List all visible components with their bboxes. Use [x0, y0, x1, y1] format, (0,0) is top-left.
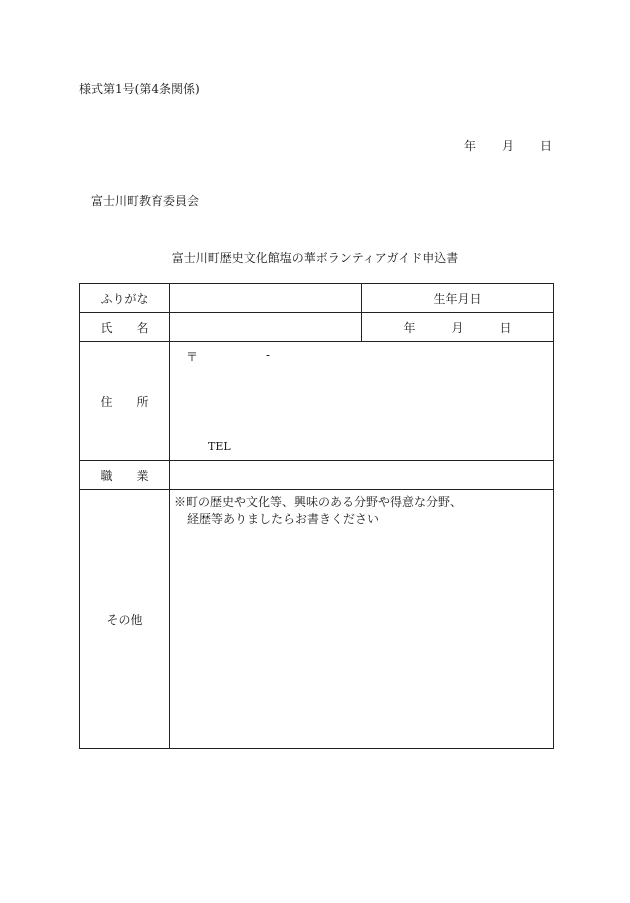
document-title: 富士川町歴史文化館塩の華ボランティアガイド申込書	[171, 251, 459, 265]
address-label-part1: 住	[100, 394, 113, 409]
occupation-label-part1: 職	[100, 468, 113, 483]
other-label: その他	[80, 490, 170, 749]
name-label-part2: 名	[136, 320, 149, 335]
birthdate-month-label: 月	[451, 320, 464, 335]
occupation-row	[80, 461, 554, 490]
name-label	[80, 313, 170, 342]
postal-mark: 〒	[186, 350, 199, 364]
address-label-part2: 所	[136, 394, 149, 409]
submission-date	[464, 137, 552, 154]
other-input[interactable]	[170, 490, 554, 749]
other-hint-line2: 経歴等ありましたらお書きください	[187, 512, 380, 526]
furigana-row	[80, 284, 554, 313]
occupation-label	[80, 461, 170, 490]
name-label-part1: 氏	[100, 320, 113, 335]
form-number: 様式第1号(第4条関係)	[79, 82, 200, 96]
other-row	[80, 490, 554, 749]
furigana-input[interactable]	[170, 284, 362, 313]
occupation-input[interactable]	[170, 461, 554, 490]
postal-dash: -	[266, 348, 271, 362]
date-month-label: 月	[502, 139, 515, 153]
name-input[interactable]	[170, 313, 362, 342]
address-input[interactable]	[170, 342, 554, 461]
birthdate-input[interactable]	[362, 313, 554, 342]
date-year-label: 年	[464, 139, 477, 153]
addressee: 富士川町教育委員会	[91, 194, 200, 208]
other-hint-line1: ※町の歴史や文化等、興味のある分野や得意な分野、	[174, 495, 463, 509]
occupation-label-part2: 業	[136, 468, 149, 483]
birthdate-year-label: 年	[403, 320, 416, 335]
birthdate-day-label: 日	[499, 320, 512, 335]
address-row	[80, 342, 554, 461]
date-day-label: 日	[540, 139, 553, 153]
application-form-table	[79, 283, 554, 749]
name-row	[80, 313, 554, 342]
furigana-label: ふりがな	[80, 284, 170, 313]
birthdate-label: 生年月日	[362, 284, 554, 313]
tel-label: TEL	[208, 440, 231, 453]
address-label	[80, 342, 170, 461]
